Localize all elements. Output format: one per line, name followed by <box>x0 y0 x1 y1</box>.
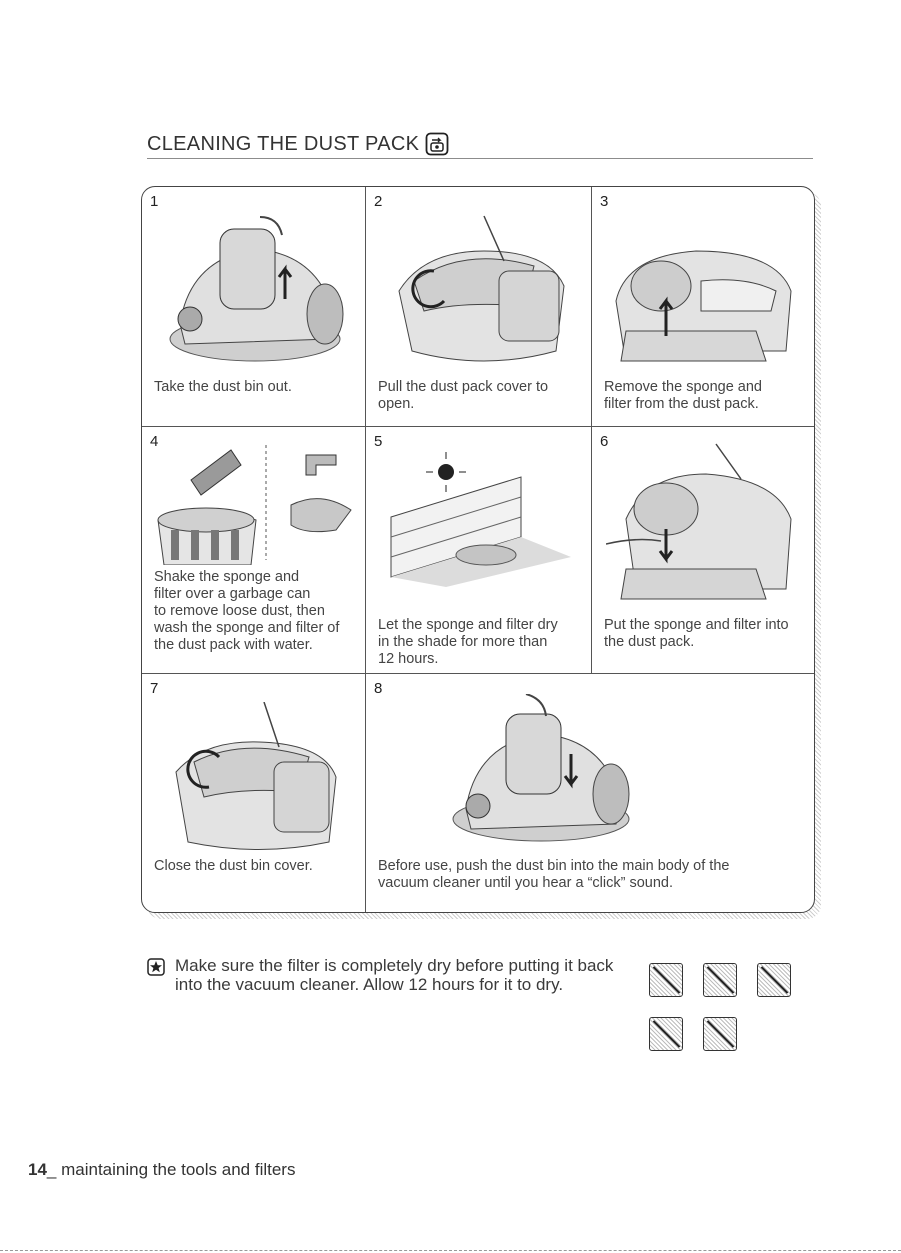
no-washing-machine-icon <box>649 1017 683 1051</box>
step-3 <box>592 187 815 427</box>
step-5 <box>366 427 592 674</box>
step-number: 8 <box>374 680 383 697</box>
step-7 <box>142 674 366 913</box>
page-footer <box>28 1160 295 1180</box>
step-caption: Before use, push the dust bin into the main body of the vacuum cleaner until you hear a “click” sound. <box>378 858 730 891</box>
remove-sponge-illustration <box>606 211 802 371</box>
section-name: _ maintaining the tools and filters <box>46 1160 296 1179</box>
page-title-text: CLEANING THE DUST PACK <box>147 132 420 155</box>
page-title <box>147 132 449 156</box>
drying-note: Make sure the filter is completely dry before putting it back into the vacuum cleaner. Allow 12 hours for it to dry. <box>175 956 614 994</box>
step-caption: Put the sponge and filter into the dust pack. <box>604 617 789 650</box>
step-6 <box>592 427 815 674</box>
step-number: 2 <box>374 193 383 210</box>
no-microwave-icon <box>649 963 683 997</box>
steps-panel <box>141 186 815 913</box>
open-cover-illustration <box>384 211 574 371</box>
step-caption: Shake the sponge and filter over a garbage can to remove loose dust, then wash the sponge and filter of the dust pack with water. <box>154 569 340 653</box>
step-number: 4 <box>150 433 159 450</box>
prohibited-drying-methods <box>647 953 817 1063</box>
step-number: 3 <box>600 193 609 210</box>
no-hair-dryer-icon <box>703 963 737 997</box>
star-note-icon <box>147 958 165 976</box>
step-caption: Let the sponge and filter dry in the shade for more than 12 hours. <box>378 617 558 667</box>
insert-sponge-illustration <box>606 439 802 609</box>
step-number: 6 <box>600 433 609 450</box>
step-number: 7 <box>150 680 159 697</box>
dust-pack-icon <box>425 132 449 156</box>
bottom-divider <box>0 1250 901 1251</box>
step-caption: Remove the sponge and filter from the dust pack. <box>604 379 762 412</box>
dry-in-shade-illustration <box>386 447 576 587</box>
vacuum-remove-bin-illustration <box>160 209 350 369</box>
step-2 <box>366 187 592 427</box>
step-caption: Pull the dust pack cover to open. <box>378 379 549 412</box>
close-cover-illustration <box>164 702 344 852</box>
no-dishwasher-icon <box>703 1017 737 1051</box>
step-caption: Close the dust bin cover. <box>154 858 313 874</box>
step-1 <box>142 187 366 427</box>
push-bin-illustration <box>446 694 646 844</box>
step-8 <box>366 674 815 913</box>
title-divider <box>147 158 813 159</box>
step-caption: Take the dust bin out. <box>154 379 292 395</box>
page-number: 14 <box>28 1160 47 1179</box>
no-tap-icon <box>757 963 791 997</box>
step-number: 1 <box>150 193 159 210</box>
shake-and-wash-illustration <box>156 435 356 565</box>
step-number: 5 <box>374 433 383 450</box>
step-4 <box>142 427 366 674</box>
